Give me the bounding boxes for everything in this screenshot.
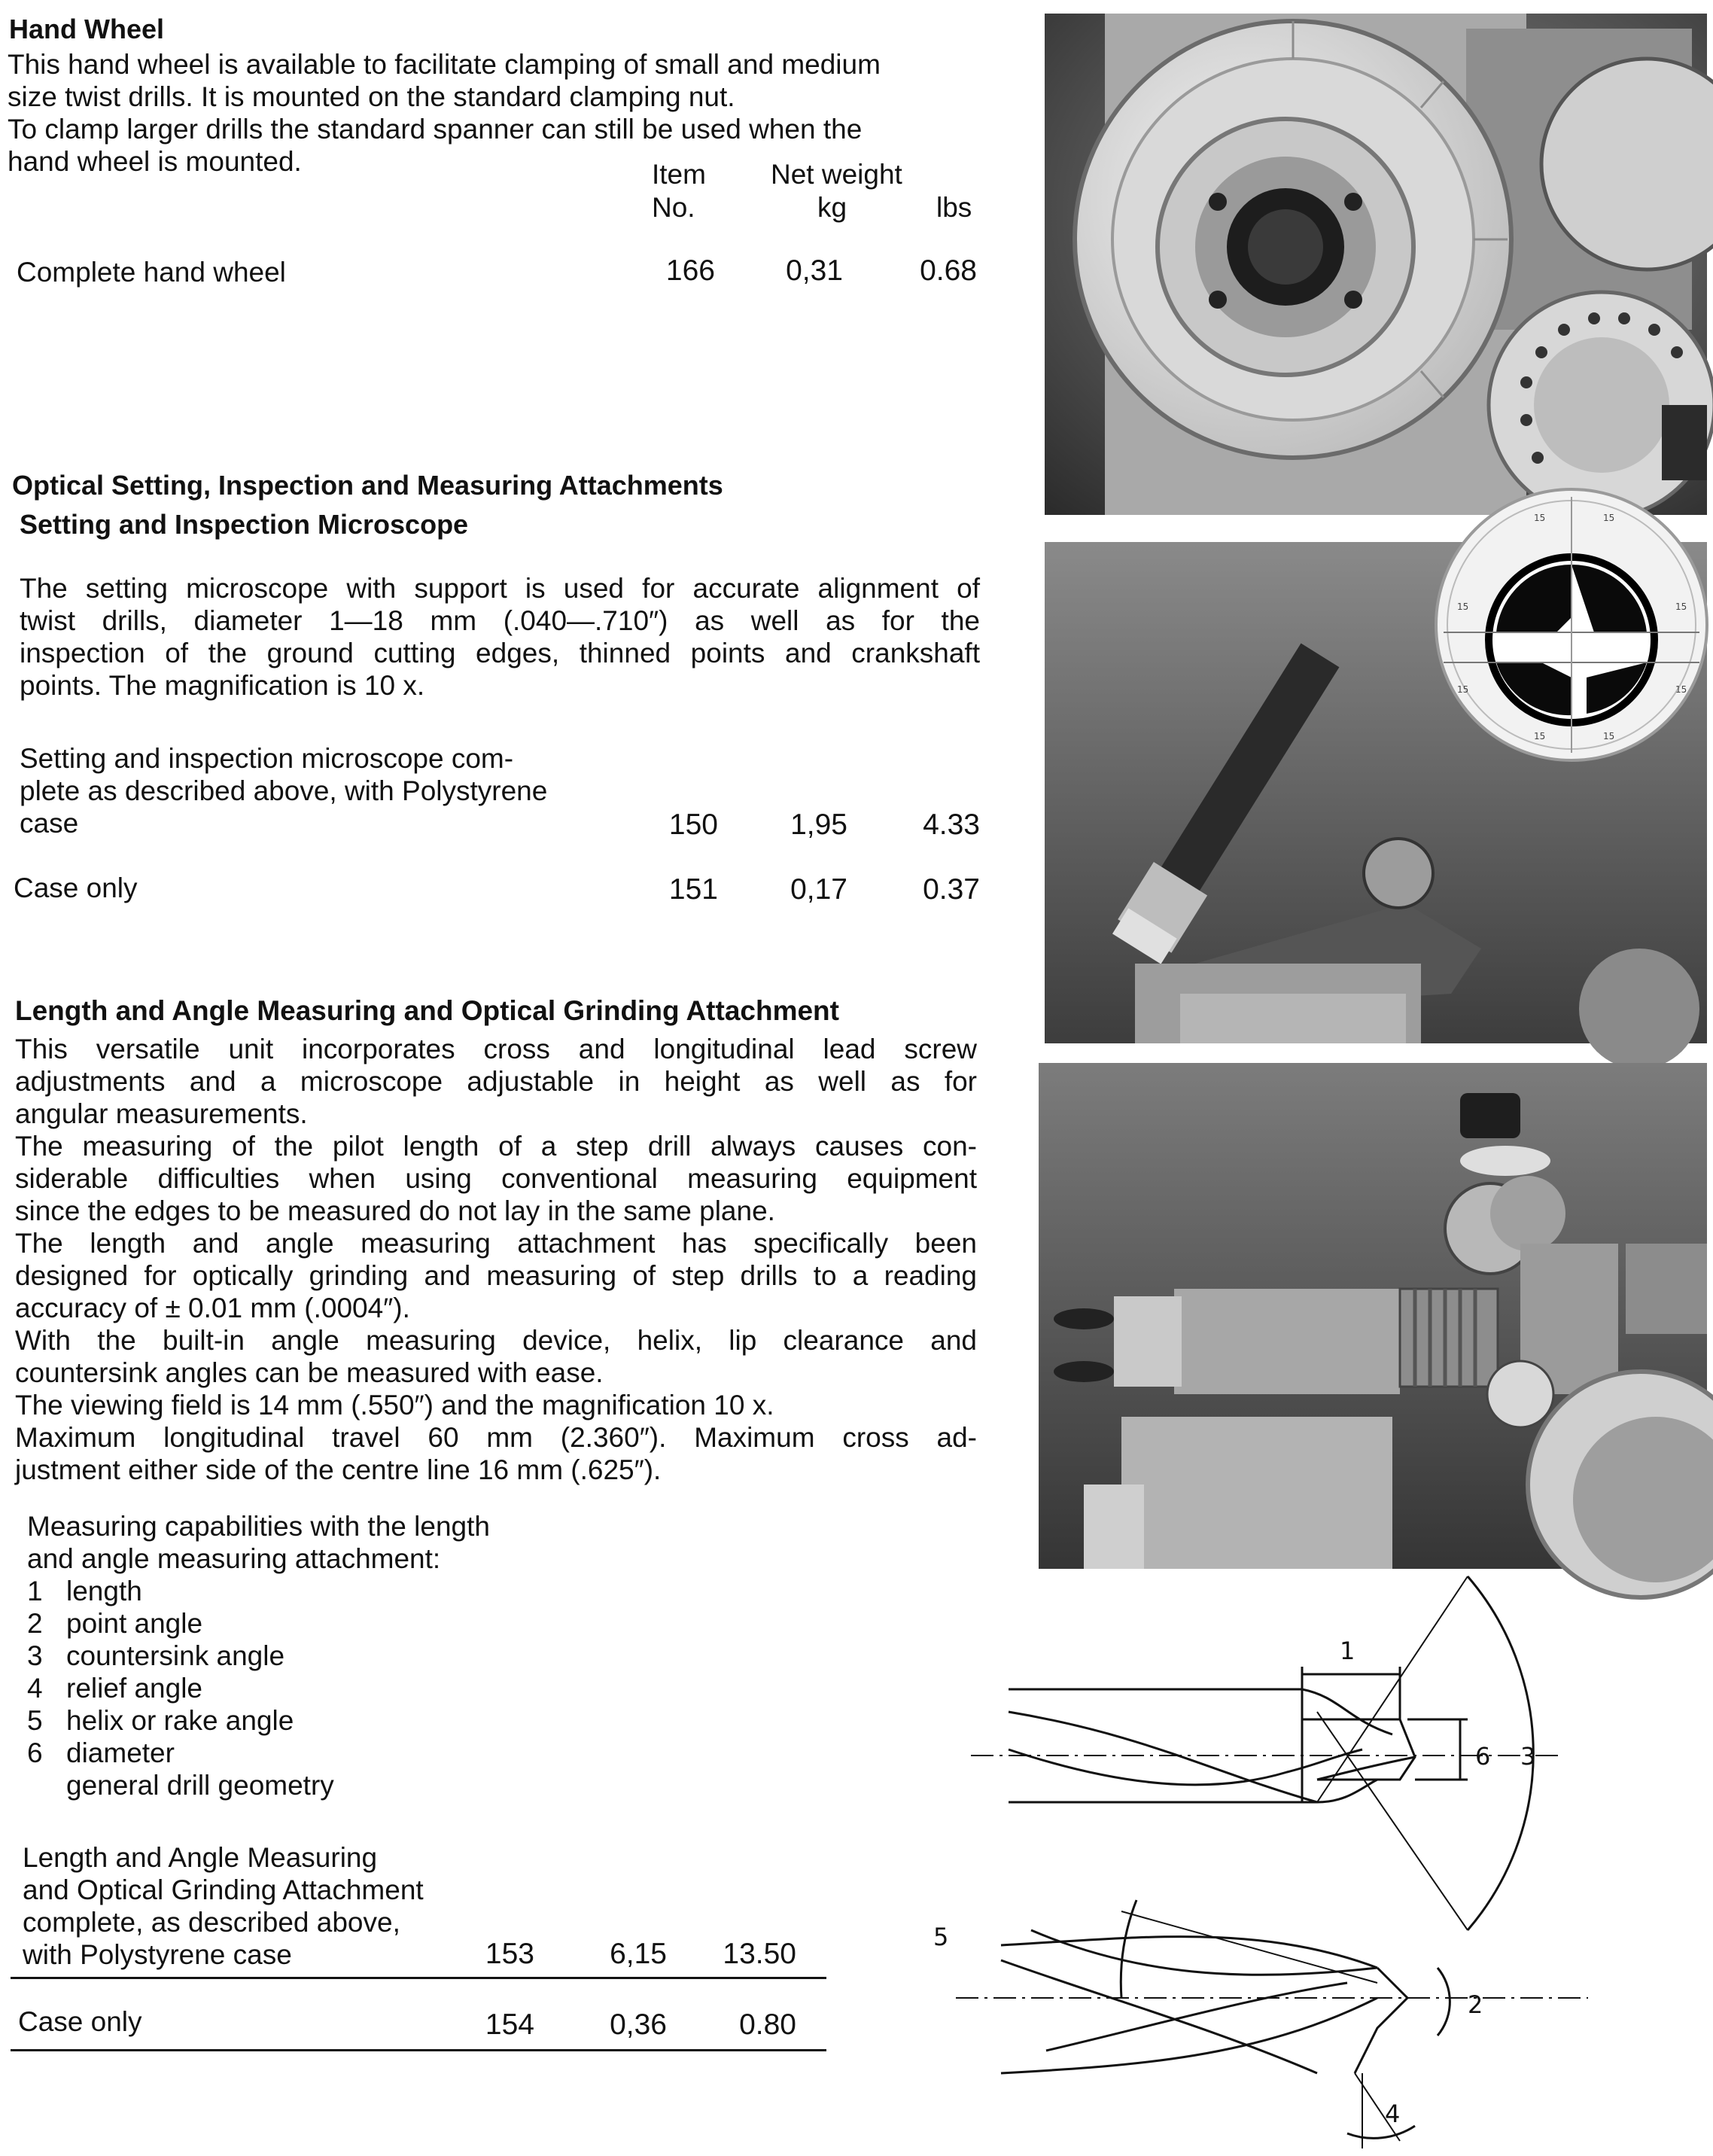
length-angle-line: This versatile unit incorporates cross and longitudinal lead screw — [15, 1034, 977, 1064]
hand-wheel-line: size twist drills. It is mounted on the standard clamping nut. — [8, 81, 735, 112]
length-angle-line: countersink angles can be measured with ease. — [15, 1357, 604, 1388]
angle-3-leg — [1317, 1712, 1468, 1930]
capability-item — [27, 1575, 490, 1607]
capability-number: 5 — [27, 1705, 43, 1736]
dim-label-6: 6 — [1475, 1742, 1491, 1771]
microscope-photo — [1045, 513, 1707, 1043]
header-kg: kg — [817, 192, 847, 223]
table-divider — [11, 1977, 826, 1979]
reticle-number: 15 — [1603, 513, 1615, 523]
attachment-row-line: complete, as described above, — [23, 1907, 400, 1938]
angle-3-leg — [1317, 1576, 1468, 1802]
hand-wheel-title: Hand Wheel — [9, 14, 165, 44]
hand-wheel-line: hand wheel is mounted. — [8, 146, 302, 177]
reticle-number: 15 — [1675, 601, 1687, 612]
upper-drill-pilot-edge — [1317, 1757, 1415, 1780]
optical-title: Optical Setting, Inspection and Measuring Attachments — [12, 470, 723, 501]
capability-item — [27, 1640, 490, 1672]
capability-label: general drill geometry — [66, 1770, 334, 1801]
capability-number — [27, 1769, 66, 1801]
capability-item — [27, 1769, 490, 1801]
upper-drill-flute — [1009, 1712, 1317, 1802]
hand-wheel-photo-drawing — [1045, 14, 1707, 515]
upper-drill-outline-top — [1009, 1689, 1392, 1734]
capability-item — [27, 1704, 490, 1737]
length-angle-line: With the built-in angle measuring device, helix, lip clearance and — [15, 1325, 977, 1356]
microscope-row-label — [20, 742, 547, 839]
microscope-case-label: Case only — [14, 872, 138, 903]
capability-label: diameter — [66, 1737, 175, 1768]
dim-label-1: 1 — [1340, 1637, 1355, 1665]
capabilities-list — [27, 1575, 490, 1801]
attachment-case-label: Case only — [18, 2006, 142, 2037]
header-item-no: No. — [652, 192, 695, 223]
attachment-item-no: 153 — [485, 1938, 534, 1970]
microscope-row-line: Setting and inspection microscope com- — [20, 743, 514, 774]
length-angle-line: designed for optically grinding and measuring of step drills to a reading — [15, 1260, 977, 1291]
length-angle-line: angular measurements. — [15, 1098, 308, 1129]
attachment-kg: 6,15 — [610, 1938, 667, 1970]
attachment-photo-drawing — [1039, 1063, 1707, 1569]
header-lbs: lbs — [936, 192, 972, 223]
attachment-row-line: Length and Angle Measuring — [23, 1842, 378, 1873]
reticle-number: 15 — [1457, 684, 1469, 695]
capability-label: helix or rake angle — [66, 1705, 294, 1736]
angle-2-arc — [1438, 1968, 1450, 2036]
optical-line: The setting microscope with support is used for accurate alignment of — [20, 573, 980, 604]
header-item: Item — [652, 159, 706, 190]
lower-drill-point — [1355, 1968, 1407, 2073]
capability-label: point angle — [66, 1608, 203, 1639]
capability-number: 2 — [27, 1608, 43, 1639]
microscope-row-line: plete as described above, with Polystyrene — [20, 775, 548, 806]
hand-wheel-row-label: Complete hand wheel — [17, 257, 286, 288]
microscope-row-line: case — [20, 808, 79, 839]
attachment-case-kg: 0,36 — [610, 2008, 667, 2041]
length-angle-description — [15, 1033, 977, 1486]
capability-item — [27, 1737, 490, 1769]
attachment-row-line: with Polystyrene case — [23, 1939, 292, 1970]
length-angle-line: justment either side of the centre line 16 mm (.625″). — [15, 1454, 662, 1485]
reticle-number: 15 — [1534, 731, 1546, 742]
length-angle-line: The viewing field is 14 mm (.550″) and the magnification 10 x. — [15, 1390, 774, 1421]
capability-label: length — [66, 1576, 142, 1606]
microscope-case-item-no: 151 — [668, 873, 718, 906]
optical-line: twist drills, diameter 1—18 mm (.040—.710″) as well as for the — [20, 605, 980, 636]
length-angle-line: The length and angle measuring attachment has specifically been — [15, 1228, 977, 1259]
optical-description — [20, 572, 980, 702]
length-angle-line: The measuring of the pilot length of a step drill always causes con- — [15, 1131, 977, 1162]
capabilities-block — [27, 1510, 490, 1801]
header-net-weight: Net weight — [771, 159, 902, 190]
capability-number: 4 — [27, 1673, 43, 1704]
hand-wheel-kg: 0,31 — [786, 254, 843, 287]
length-angle-line: since the edges to be measured do not lay in the same plane. — [15, 1195, 775, 1226]
attachment-case-lbs: 0.80 — [739, 2008, 796, 2041]
optical-line: points. The magnification is 10 x. — [20, 670, 425, 701]
drill-geometry-diagram — [896, 1576, 1713, 2156]
dim-label-2: 2 — [1468, 1990, 1483, 2019]
reticle-number: 15 — [1534, 513, 1546, 523]
lower-drill-outline-bottom — [1001, 1998, 1377, 2073]
capabilities-intro-line: and angle measuring attachment: — [27, 1543, 441, 1574]
microscope-kg: 1,95 — [790, 808, 847, 841]
reticle-number: 15 — [1675, 684, 1687, 695]
hand-wheel-lbs: 0.68 — [920, 254, 977, 287]
attachment-photo — [1039, 1063, 1707, 1569]
angle-4-arc — [1347, 2126, 1415, 2138]
capability-number: 1 — [27, 1576, 43, 1606]
dim-label-4: 4 — [1385, 2100, 1401, 2128]
attachment-row-line: and Optical Grinding Attachment — [23, 1874, 424, 1905]
attachment-row-label — [23, 1841, 424, 1971]
hand-wheel-photo — [1045, 14, 1707, 515]
dim-label-3: 3 — [1520, 1742, 1536, 1771]
microscope-item-no: 150 — [668, 808, 718, 841]
capabilities-intro-line: Measuring capabilities with the length — [27, 1511, 490, 1542]
length-angle-line: accuracy of ± 0.01 mm (.0004″). — [15, 1293, 410, 1323]
capability-item — [27, 1672, 490, 1704]
capability-number: 3 — [27, 1640, 43, 1671]
microscope-case-kg: 0,17 — [790, 873, 847, 906]
lower-drill-flute — [1046, 1983, 1347, 2051]
capability-item — [27, 1607, 490, 1640]
optical-subtitle: Setting and Inspection Microscope — [20, 509, 469, 540]
microscope-case-lbs: 0.37 — [923, 873, 980, 906]
lower-drill-flute — [1001, 1960, 1317, 2073]
capability-number: 6 — [27, 1737, 43, 1768]
attachment-lbs: 13.50 — [723, 1938, 796, 1970]
angle-5-leg — [1121, 1911, 1377, 1983]
capability-label: relief angle — [66, 1673, 203, 1704]
length-angle-title: Length and Angle Measuring and Optical Grinding Attachment — [15, 995, 839, 1026]
dim-label-5: 5 — [933, 1923, 949, 1951]
microscope-photo-drawing — [1045, 513, 1707, 1043]
optical-line: inspection of the ground cutting edges, thinned points and crankshaft — [20, 638, 980, 668]
reticle-number: 15 — [1603, 731, 1615, 742]
microscope-lbs: 4.33 — [923, 808, 980, 841]
hand-wheel-line: This hand wheel is available to facilitate clamping of small and medium — [8, 49, 881, 80]
length-angle-line: adjustments and a microscope adjustable in height as well as for — [15, 1066, 977, 1097]
table-bottom-rule — [11, 2049, 826, 2051]
capability-label: countersink angle — [66, 1640, 285, 1671]
upper-drill-outline-bottom — [1009, 1780, 1377, 1802]
hand-wheel-line: To clamp larger drills the standard spanner can still be used when the — [8, 114, 863, 145]
length-angle-line: Maximum longitudinal travel 60 mm (2.360″). Maximum cross ad- — [15, 1422, 977, 1453]
attachment-case-item-no: 154 — [485, 2008, 534, 2041]
hand-wheel-item-no: 166 — [665, 254, 715, 287]
length-angle-line: siderable difficulties when using conventional measuring equipment — [15, 1163, 977, 1194]
reticle-number: 15 — [1457, 601, 1469, 612]
